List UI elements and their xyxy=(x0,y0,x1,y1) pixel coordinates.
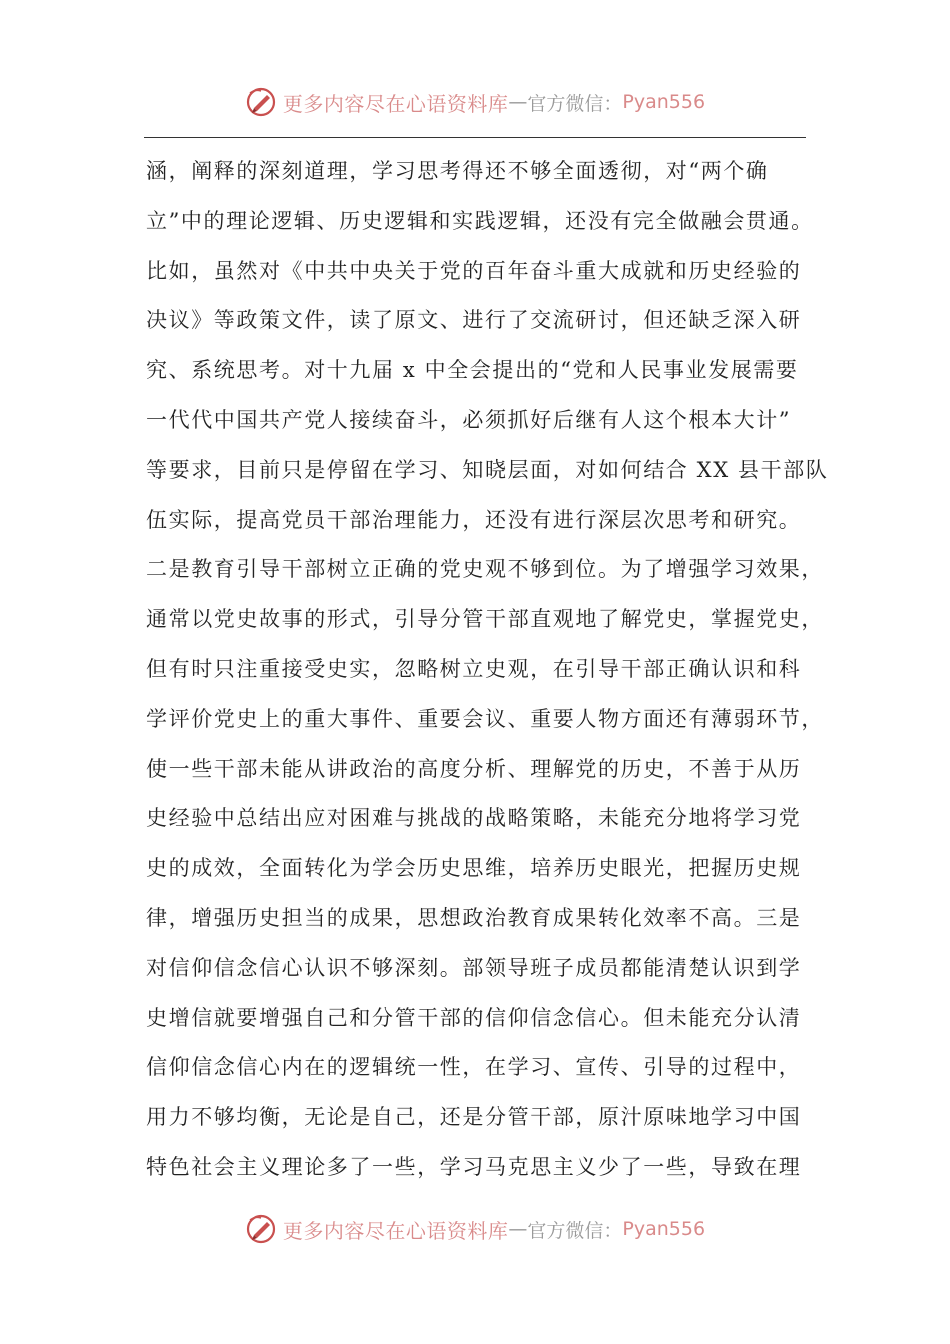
text-line: 但有时只注重接受史实，忽略树立史观，在引导干部正确认识和科 xyxy=(146,656,802,681)
text-line: 通常以党史故事的形式，引导分管干部直观地了解党史，掌握党史， xyxy=(146,607,824,632)
text-line: 等要求，目前只是停留在学习、知晓层面，对如何结合 XX 县干部队 xyxy=(146,457,829,482)
document-body xyxy=(146,147,829,1193)
text-line: 涵，阐释的深刻道理，学习思考得还不够全面透彻，对“两个确 xyxy=(146,159,769,183)
text-line: 信仰信念信心内在的逻辑统一性，在学习、宣传、引导的过程中， xyxy=(146,1055,802,1080)
header-separator: — xyxy=(508,91,528,113)
header-wechat-label: 官方微信： xyxy=(527,92,623,115)
text-line: 律，增强历史担当的成果，思想政治教育成果转化效率不高。三是 xyxy=(146,905,802,930)
text-line: 二是教育引导干部树立正确的党史观不够到位。为了增强学习效果， xyxy=(146,557,824,582)
text-line: 对信仰信念信心认识不够深刻。部领导班子成员都能清楚认识到学 xyxy=(146,955,802,980)
text-line: 一代代中国共产党人接续奋斗，必须抓好后继有人这个根本大计” xyxy=(146,407,792,432)
pen-logo-icon xyxy=(245,1212,279,1246)
header-brand-text: 更多内容尽在心语资料库 xyxy=(282,91,509,116)
text-line: 史增信就要增强自己和分管干部的信仰信念信心。但未能充分认清 xyxy=(146,1005,802,1030)
text-line: 决议》等政策文件，读了原文、进行了交流研讨，但还缺乏深入研 xyxy=(146,308,802,333)
text-line: 立”中的理论逻辑、历史逻辑和实践逻辑，还没有完全做融会贯通。 xyxy=(146,208,814,233)
text-line: 学评价党史上的重大事件、重要会议、重要人物方面还有薄弱环节， xyxy=(146,706,824,731)
footer-wechat-id: Pyan556 xyxy=(622,1218,706,1240)
text-line: 史的成效，全面转化为学会历史思维，培养历史眼光，把握历史规 xyxy=(146,856,802,881)
footer-brand-text: 更多内容尽在心语资料库 xyxy=(282,1218,509,1243)
text-line: 史经验中总结出应对困难与挑战的战略策略，未能充分地将学习党 xyxy=(146,806,802,831)
text-line: 究、系统思考。对十九届 x 中全会提出的“党和人民事业发展需要 xyxy=(146,358,799,383)
header-divider xyxy=(144,137,806,138)
header-brand-bar xyxy=(0,82,950,122)
footer-brand-bar xyxy=(0,1209,950,1249)
text-line: 使一些干部未能从讲政治的高度分析、理解党的历史，不善于从历 xyxy=(146,756,802,781)
text-line: 比如，虽然对《中共中央关于党的百年奋斗重大成就和历史经验的 xyxy=(146,258,802,283)
text-line: 用力不够均衡，无论是自己，还是分管干部，原汁原味地学习中国 xyxy=(146,1105,802,1130)
pen-logo-icon xyxy=(245,85,279,119)
footer-wechat-label: 官方微信： xyxy=(527,1219,623,1242)
text-line: 伍实际，提高党员干部治理能力，还没有进行深层次思考和研究。 xyxy=(146,507,802,532)
text-line: 特色社会主义理论多了一些，学习马克思主义少了一些，导致在理 xyxy=(146,1154,802,1179)
footer-separator: — xyxy=(508,1218,528,1240)
header-wechat-id: Pyan556 xyxy=(622,91,706,113)
